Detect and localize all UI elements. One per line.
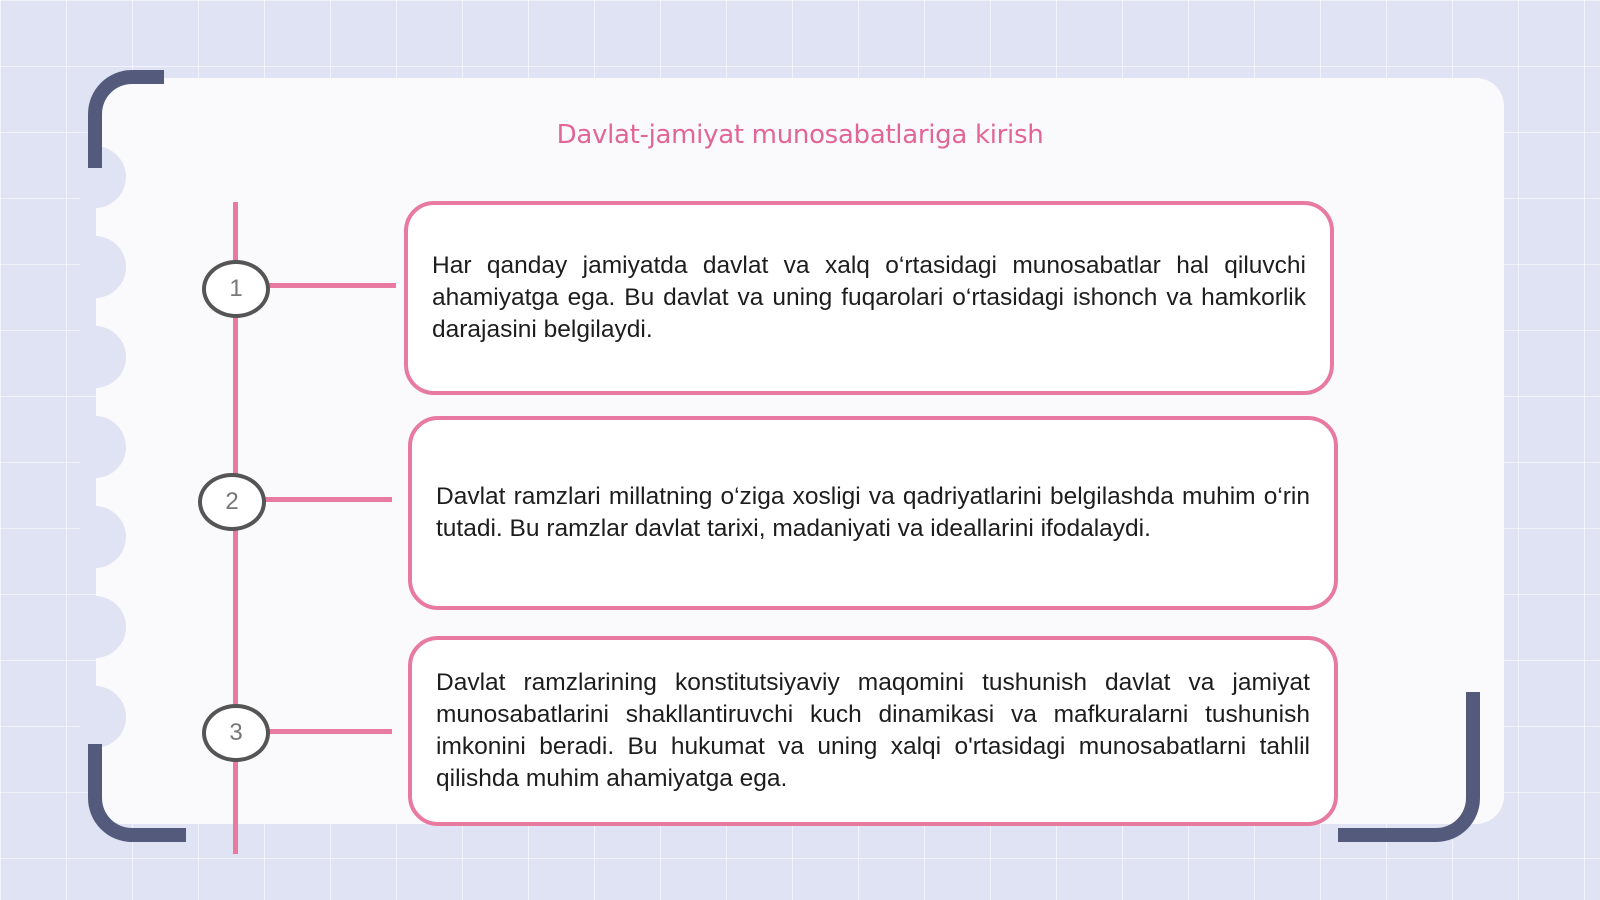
timeline-connector-1 bbox=[268, 283, 396, 288]
info-card-2 bbox=[408, 416, 1338, 610]
timeline-connector-3 bbox=[268, 729, 392, 734]
slide-title: Davlat-jamiyat munosabatlariga kirish bbox=[556, 120, 1044, 150]
step-number-1: 1 bbox=[202, 260, 270, 318]
step-number-3: 3 bbox=[202, 704, 270, 762]
corner-bracket-top-left bbox=[88, 70, 164, 168]
info-card-text: Davlat ramzlari millatning o‘ziga xosligi va qadriyatlarini belgilashda muhim o‘rin tutadi. Bu ramzlar davlat tarixi, madaniyati va ideallarini ifodalaydi. bbox=[436, 483, 1310, 542]
info-card-text: Har qanday jamiyatda davlat va xalq o‘rtasidagi munosabatlar hal qiluvchi ahamiyatga ega. Bu davlat va uning fuqarolari o‘rtasidagi ishonch va hamkorlik darajasini belgilaydi. bbox=[432, 252, 1306, 343]
info-card-1 bbox=[404, 201, 1334, 395]
corner-bracket-bottom-right bbox=[1338, 692, 1480, 842]
timeline-connector-2 bbox=[264, 497, 392, 502]
step-number-2: 2 bbox=[198, 473, 266, 531]
info-card-3 bbox=[408, 636, 1338, 826]
info-card-text: Davlat ramzlarining konstitutsiyaviy maqomini tushunish davlat va jamiyat munosabatlarini shakllantiruvchi kuch dinamikasi va mafkuralarni tushunish imkonini beradi. Bu hukumat va uning xalqi o'rtasidagi munosabatlarni tahlil qilishda muhim ahamiyatga ega. bbox=[436, 669, 1310, 792]
corner-bracket-bottom-left bbox=[88, 744, 186, 842]
